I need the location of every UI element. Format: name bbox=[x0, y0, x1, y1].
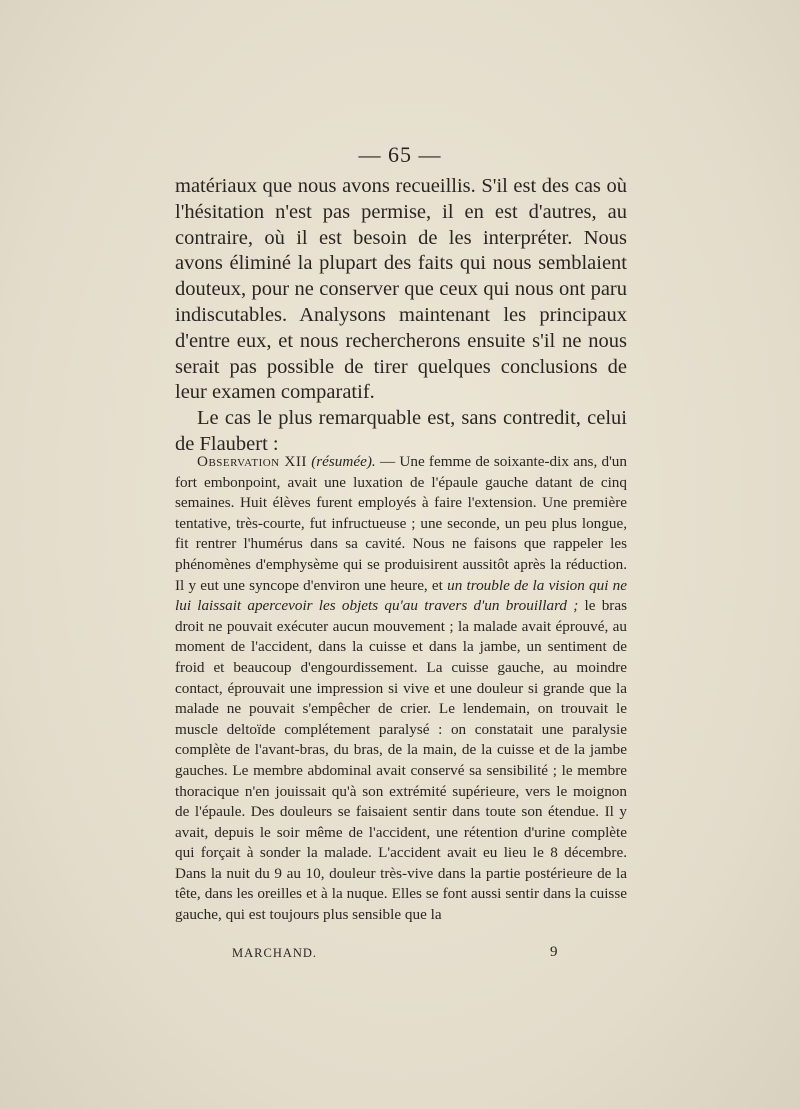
sheet-number: 9 bbox=[550, 944, 558, 960]
main-text bbox=[175, 174, 627, 458]
observation-italic-text: un trouble de la vision qui ne lui laissait apercevoir les objets qu'au travers d'un brouillard ; bbox=[175, 576, 627, 615]
paragraph-1: matériaux que nous avons recueillis. S'il est des cas où l'hésitation n'est pas permise, il en est d'autres, au contraire, où il est besoin de les interpréter. Nous avons éliminé la plupart des faits qui nous semblaient douteux, pour ne conserver que ceux qui nous ont paru indiscutables. Analysons maintenant les principaux d'entre eux, et nous rechercherons ensuite s'il ne nous serait pas possible de tirer quelques conclusions de leur examen comparatif. bbox=[175, 175, 627, 404]
paragraph-2: Le cas le plus remarquable est, sans contredit, celui de Flaubert : bbox=[175, 407, 627, 455]
observation-block bbox=[175, 452, 627, 926]
observation-text-2: le bras droit ne pouvait exécuter aucun mouvement ; la malade avait éprouvé, au moment de l'accident, dans la cuisse et dans la jambe, un sentiment de froid et beaucoup d'engourdissement. La cuisse gauche, au moindre contact, éprouvait une impression si vive et une douleur si grande que la malade ne pouvait s'empêcher de crier. Le lendemain, on trouvait le muscle deltoïde complétement paralysé : on constatait une paralysie complète de l'avant-bras, du bras, de la main, de la cuisse et de la jambe gauches. Le membre abdominal avait conservé sa sensibilité ; le membre thoracique n'en jouissait qu'à son extrémité supérieure, vers le moignon de l'épaule. Des douleurs se faisaient sentir dans toute son étendue. Il y avait, depuis le soir même de l'accident, une rétention d'urine complète qui forçait à sonder la malade. L'accident avait eu lieu le 8 décembre. Dans la nuit du 9 au 10, douleur très-vive dans la partie postérieure de la tête, dans les oreilles et à la nuque. Elles se font aussi sentir dans la cuisse gauche, qui est toujours plus sensible que la bbox=[175, 597, 627, 924]
observation-label-note: (résumée). bbox=[311, 453, 376, 470]
observation-label: Observation XII bbox=[197, 453, 307, 470]
signature-mark: MARCHAND. bbox=[232, 946, 318, 960]
page-number: — 65 — bbox=[358, 142, 442, 167]
observation-text-1: — Une femme de soixante-dix ans, d'un fort embonpoint, avait une luxation de l'épaule gauche datant de cinq semaines. Huit élèves furent employés à faire l'extension. Une première tentative, très-courte, fut infructueuse ; une seconde, un peu plus longue, fit rentrer l'humérus dans sa cavité. Nous ne faisons que rappeler les phénomènes d'emphysème qui se produisirent aussitôt après la réduction. Il y eut une syncope d'environ une heure, et bbox=[175, 453, 627, 594]
observation-paragraph bbox=[175, 452, 627, 926]
